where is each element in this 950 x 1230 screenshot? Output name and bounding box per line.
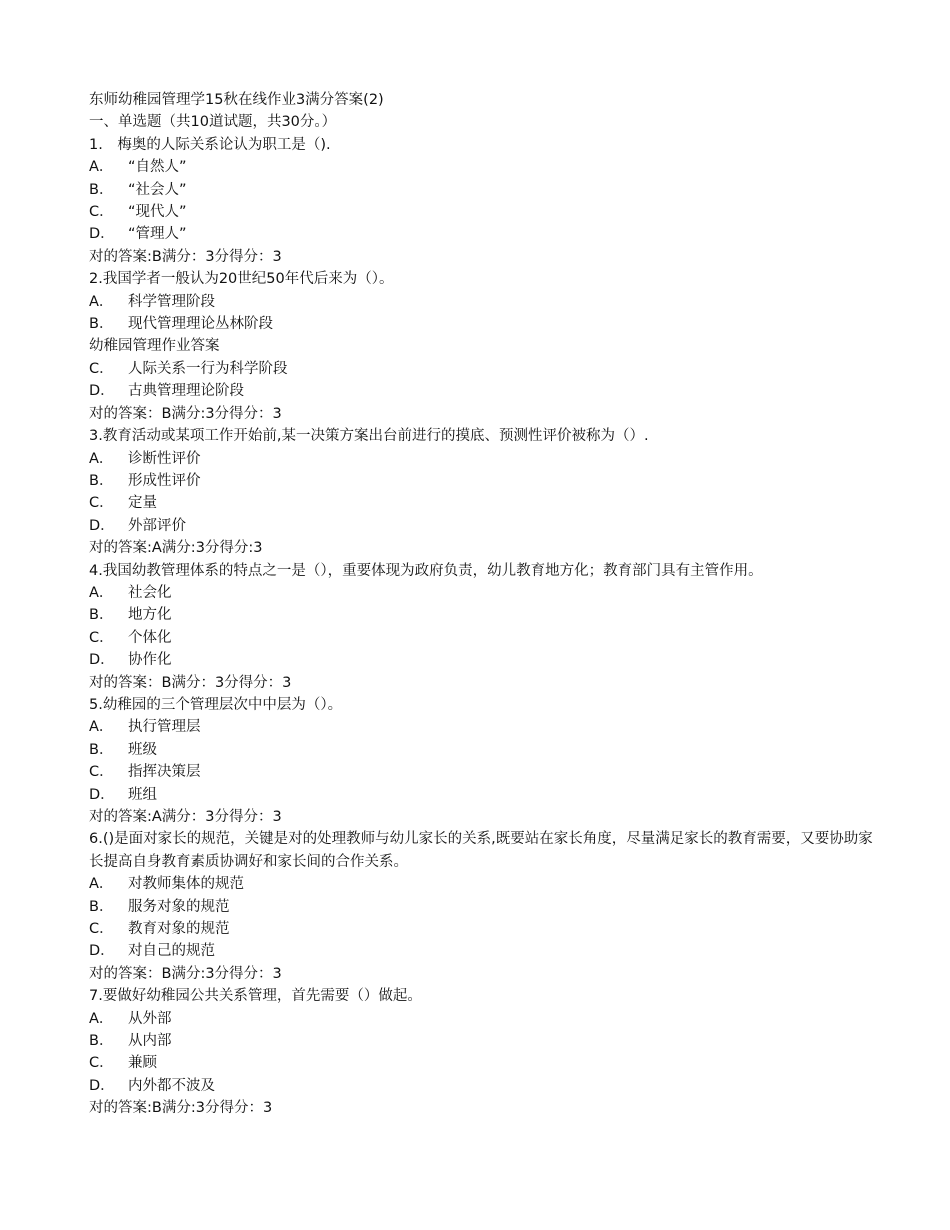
option-text: 地方化 [128,607,172,624]
option-text: 协作化 [128,652,172,669]
answer-line: 对的答案:B满分：3分得分：3 [89,248,282,265]
option-item [89,1075,879,1097]
option-item [89,918,879,940]
option-text: 从外部 [128,1010,172,1027]
option-letter: A． [89,1010,114,1027]
option-item [89,223,879,245]
option-text: 现代管理理论丛林阶段 [128,316,273,333]
option-item [89,649,879,671]
answer-line: 对的答案：B满分:3分得分：3 [89,965,282,982]
option-letter: B． [89,741,114,758]
document-title: 东师幼稚园管理学15秋在线作业3满分答案(2) [89,92,384,108]
option-letter: D． [89,517,115,534]
option-item [89,179,879,201]
answer-line: 对的答案：B满分:3分得分：3 [89,405,282,422]
option-letter: D． [89,652,115,669]
option-text: 外部评价 [128,517,186,534]
option-letter: D． [89,226,115,243]
answer-line: 对的答案:A满分：3分得分：3 [89,809,282,825]
option-letter: D． [89,1077,115,1094]
document-page [89,89,879,1120]
option-text: 社会化 [128,584,172,601]
option-item [89,761,879,783]
option-letter: B． [89,316,114,333]
answer-line: 对的答案：B满分：3分得分：3 [89,674,292,691]
option-letter: D． [89,943,115,960]
option-letter: A． [89,876,114,893]
question-block [89,560,879,694]
option-text: 个体化 [128,629,172,646]
option-letter: C． [89,495,114,512]
option-letter: B． [89,472,114,489]
option-text: 班级 [128,741,157,758]
option-text: 班组 [128,786,157,803]
question-stem: 4.我国幼教管理体系的特点之一是（），重要体现为政府负责，幼儿教育地方化；教育部门具有主管作用。 [89,562,763,579]
answer-line: 对的答案:B满分:3分得分：3 [89,1100,273,1117]
option-text: 形成性评价 [128,472,201,489]
option-item [89,1052,879,1074]
option-text: 内外都不波及 [128,1077,215,1094]
option-item [89,873,879,895]
option-text: “社会人” [128,181,187,198]
question-block [89,425,879,559]
option-letter: C． [89,1055,114,1072]
section-heading: 一、单选题（共10道试题，共30分。） [89,114,337,131]
inline-note: 幼稚园管理作业答案 [89,338,220,355]
option-letter: A． [89,159,114,176]
option-text: 兼顾 [128,1055,157,1072]
option-item [89,358,879,380]
option-text: 人际关系一行为科学阶段 [128,360,288,377]
option-item [89,582,879,604]
option-letter: D． [89,383,115,400]
option-item [89,201,879,223]
option-text: 科学管理阶段 [128,293,215,310]
option-item [89,156,879,178]
option-letter: A． [89,293,114,310]
option-letter: C． [89,921,114,938]
question-block [89,985,879,1119]
option-text: 执行管理层 [128,719,201,736]
option-item [89,470,879,492]
option-item [89,1008,879,1030]
option-text: 对教师集体的规范 [128,876,244,893]
option-letter: B． [89,1033,114,1050]
option-item [89,784,879,806]
option-text: 从内部 [128,1033,172,1050]
option-letter: D． [89,786,115,803]
option-text: “自然人” [128,159,187,176]
option-item [89,448,879,470]
option-text: 诊断性评价 [128,450,201,467]
question-stem: 3.教育活动或某项工作开始前,某一决策方案出台前进行的摸底、预测性评价被称为（）. [89,428,649,445]
question-block [89,134,879,268]
question-stem: 1. 梅奥的人际关系论认为职工是（). [89,136,331,153]
option-item [89,492,879,514]
option-text: 定量 [128,495,157,512]
question-stem: 6.()是面对家长的规范，关键是对的处理教师与幼儿家长的关系,既要站在家长角度，尽量满足家长的教育需要，又要协助家长提高自身教育素质协调好和家长间的合作关系。 [89,831,873,870]
question-block [89,828,879,985]
option-text: 古典管理理论阶段 [128,383,244,400]
option-item [89,940,879,962]
question-block [89,694,879,828]
option-item [89,604,879,626]
option-letter: C． [89,764,114,781]
answer-line: 对的答案:A满分:3分得分:3 [89,540,263,557]
option-text: 对自己的规范 [128,943,215,960]
option-letter: C． [89,629,114,646]
option-text: “管理人” [128,226,187,243]
option-item [89,627,879,649]
option-letter: C． [89,360,114,377]
question-block [89,268,879,425]
option-item [89,380,879,402]
option-item [89,716,879,738]
option-item [89,313,879,335]
option-item [89,1030,879,1052]
option-item [89,515,879,537]
question-stem: 5.幼稚园的三个管理层次中中层为（）。 [89,696,343,713]
option-letter: A． [89,450,114,467]
option-letter: B． [89,607,114,624]
option-letter: A． [89,719,114,736]
option-text: 服务对象的规范 [128,898,230,915]
option-letter: C． [89,204,114,221]
option-text: 指挥决策层 [128,764,201,781]
option-item [89,291,879,313]
option-item [89,739,879,761]
question-stem: 2.我国学者一般认为20世纪50年代后来为（）。 [89,271,394,288]
option-letter: B． [89,898,114,915]
option-text: “现代人” [128,204,187,221]
option-item [89,896,879,918]
option-text: 教育对象的规范 [128,921,230,938]
option-letter: A． [89,584,114,601]
question-stem: 7.要做好幼稚园公共关系管理，首先需要（）做起。 [89,988,422,1005]
option-letter: B． [89,181,114,198]
